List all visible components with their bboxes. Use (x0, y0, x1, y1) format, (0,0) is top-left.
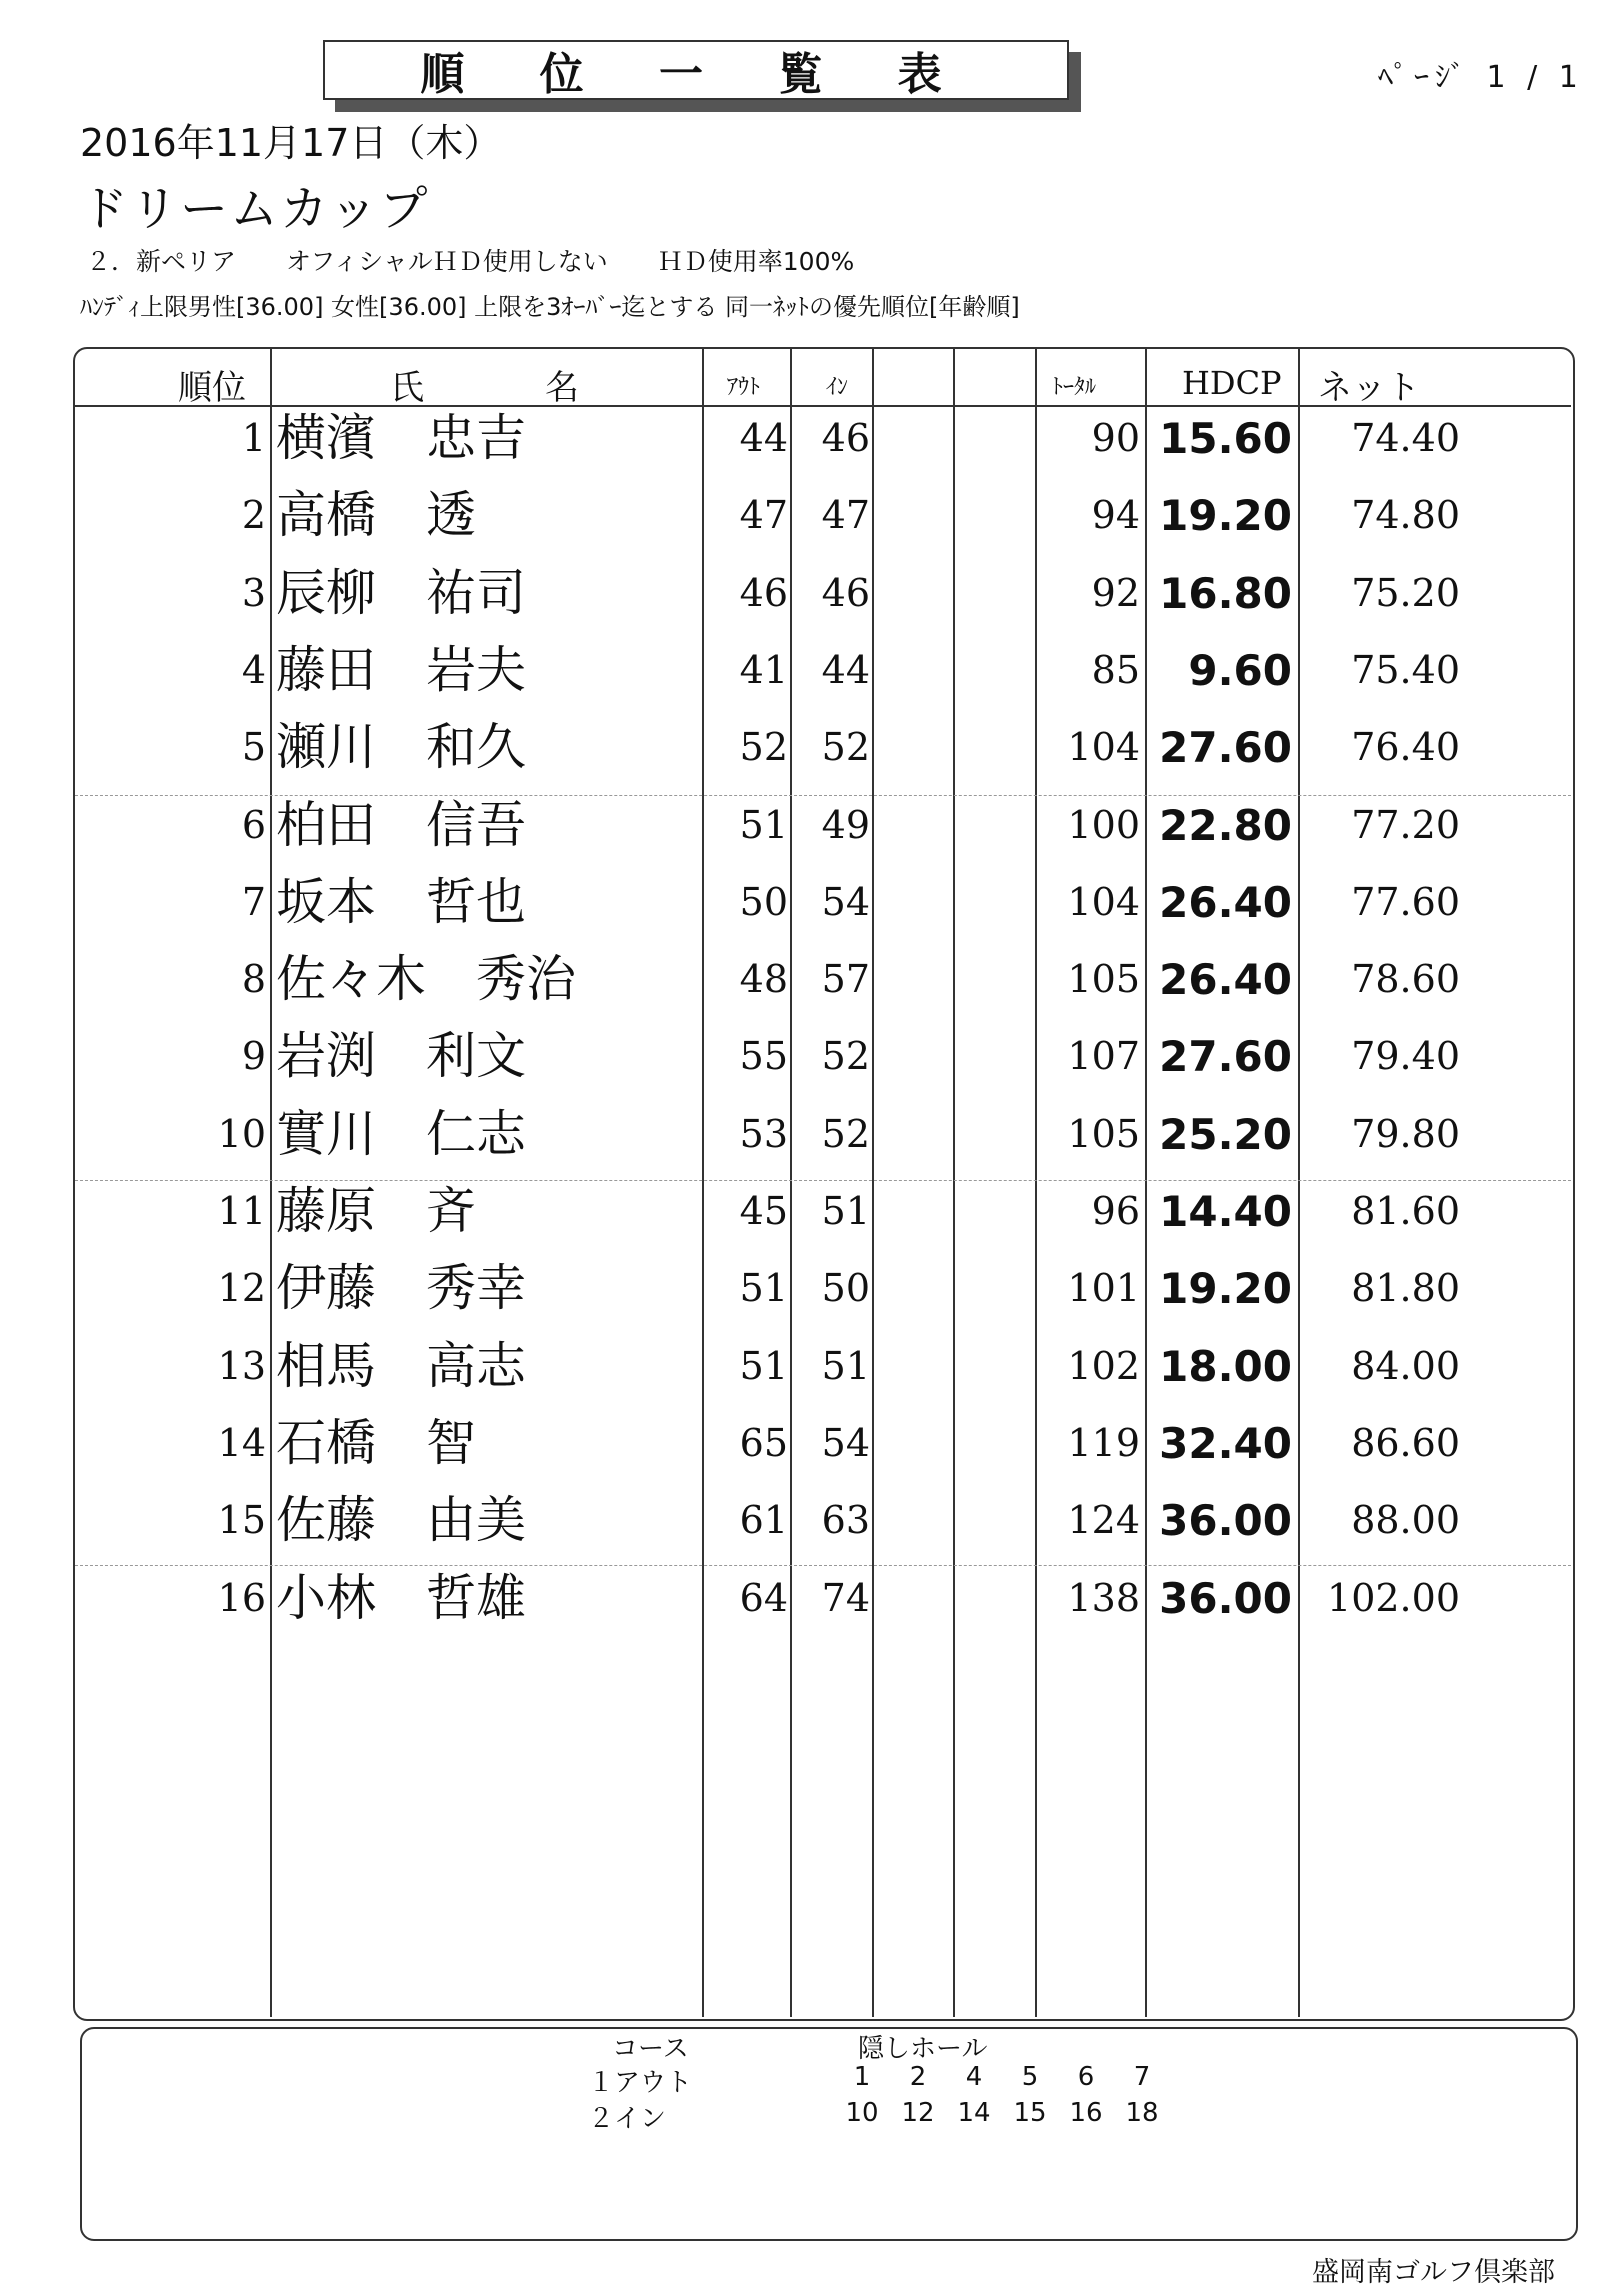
cell-in: 52 (821, 1111, 870, 1156)
cell-in: 46 (821, 416, 870, 460)
cell-hdcp: 18.00 (1159, 1341, 1292, 1391)
cell-name: 柏田 信吾 (276, 795, 526, 854)
cell-in: 54 (821, 879, 870, 924)
hidden-hole-number: 15 (1013, 2098, 1047, 2128)
cell-out: 41 (739, 647, 788, 692)
cell-net: 102.00 (1327, 1575, 1460, 1620)
table-row (0, 1250, 1608, 1327)
cell-hdcp: 19.20 (1159, 491, 1292, 541)
cell-out: 51 (739, 802, 788, 847)
cell-net: 81.60 (1351, 1189, 1460, 1233)
cell-net: 77.20 (1351, 802, 1460, 847)
cell-total: 100 (1067, 802, 1140, 847)
cell-in: 52 (821, 1034, 870, 1079)
cell-total: 138 (1067, 1575, 1140, 1620)
cell-total: 104 (1067, 725, 1140, 770)
cell-rank: 13 (217, 1343, 266, 1388)
cell-hdcp: 26.40 (1159, 955, 1292, 1005)
cell-in: 46 (821, 570, 870, 615)
scoring-info: ２．新ペリア オフィシャルＨＤ使用しない ＨＤ使用率100% (86, 247, 855, 276)
cell-rank: 12 (217, 1266, 266, 1311)
cell-total: 90 (1091, 416, 1140, 460)
cell-hdcp: 27.60 (1159, 723, 1292, 773)
cell-in: 57 (821, 957, 870, 1002)
cell-name: 高橋 透 (276, 486, 476, 545)
cell-net: 79.80 (1351, 1111, 1460, 1156)
cell-in: 47 (821, 493, 870, 538)
hidden-hole-number: 6 (1077, 2062, 1095, 2092)
col-header-out: ｱｳﾄ (727, 375, 761, 400)
table-row (0, 400, 1608, 477)
cell-total: 104 (1067, 879, 1140, 924)
cell-hdcp: 15.60 (1159, 414, 1292, 463)
cell-out: 65 (739, 1420, 788, 1465)
cell-rank: 16 (217, 1575, 266, 1620)
table-row (0, 477, 1608, 554)
cell-total: 92 (1091, 570, 1140, 615)
cell-hdcp: 19.20 (1159, 1264, 1292, 1314)
cell-out: 52 (739, 725, 788, 770)
cell-total: 96 (1091, 1189, 1140, 1233)
cell-net: 75.20 (1351, 570, 1460, 615)
club-name: 盛岡南ゴルフ倶楽部 (1312, 2257, 1555, 2288)
col-header-name-1: 氏 (390, 368, 424, 408)
col-header-total: ﾄｰﾀﾙ (1052, 375, 1097, 400)
col-header-name-2: 名 (545, 368, 579, 408)
table-row (0, 1560, 1608, 1637)
table-row (0, 864, 1608, 941)
hidden-hole-number: 14 (957, 2098, 991, 2128)
hidden-hole-number: 7 (1133, 2062, 1151, 2092)
cell-hdcp: 32.40 (1159, 1418, 1292, 1468)
cell-net: 76.40 (1351, 725, 1460, 770)
cell-name: 横濱 忠吉 (276, 409, 526, 467)
cell-out: 45 (739, 1189, 788, 1233)
cell-net: 84.00 (1351, 1343, 1460, 1388)
cell-in: 52 (821, 725, 870, 770)
table-row (0, 632, 1608, 709)
cell-total: 102 (1067, 1343, 1140, 1388)
cell-in: 44 (821, 647, 870, 692)
cell-name: 相馬 高志 (276, 1336, 526, 1395)
table-row (0, 1405, 1608, 1482)
event-date: 2016年11月17日（木） (80, 121, 502, 165)
cell-name: 藤原 斉 (276, 1182, 476, 1240)
page-number: ﾍﾟｰｼﾞ 1 / 1 (1378, 60, 1584, 95)
cell-rank: 11 (217, 1189, 266, 1233)
col-header-hdcp: HDCP (1182, 364, 1282, 402)
cell-name: 石橋 智 (276, 1413, 476, 1472)
cell-out: 64 (739, 1575, 788, 1620)
cell-total: 101 (1067, 1266, 1140, 1311)
hidden-holes-label: 隠しホール (858, 2034, 988, 2064)
cell-hdcp: 14.40 (1159, 1187, 1292, 1236)
cell-hdcp: 22.80 (1159, 800, 1292, 850)
course-in-label: ２イン (588, 2104, 667, 2134)
course-label: コース (612, 2034, 689, 2064)
cell-out: 61 (739, 1498, 788, 1543)
cell-out: 48 (739, 957, 788, 1002)
cell-rank: 5 (241, 725, 266, 770)
cell-hdcp: 36.00 (1159, 1573, 1292, 1623)
cell-net: 75.40 (1351, 647, 1460, 692)
hidden-hole-number: 18 (1125, 2098, 1159, 2128)
cell-rank: 1 (241, 416, 266, 460)
cell-total: 107 (1067, 1034, 1140, 1079)
page-title-text: 順 位 一 覧 表 (420, 49, 972, 100)
cell-rank: 7 (241, 879, 266, 924)
table-row (0, 1173, 1608, 1250)
cell-net: 78.60 (1351, 957, 1460, 1002)
cell-net: 79.40 (1351, 1034, 1460, 1079)
cell-in: 51 (821, 1343, 870, 1388)
col-header-rank: 順位 (178, 368, 246, 408)
page-title (323, 40, 1069, 100)
table-row (0, 1018, 1608, 1095)
cell-name: 瀬川 和久 (276, 718, 526, 777)
table-row (0, 555, 1608, 632)
hidden-hole-number: 12 (901, 2098, 935, 2128)
cell-out: 53 (739, 1111, 788, 1156)
cell-total: 94 (1091, 493, 1140, 538)
cell-hdcp: 26.40 (1159, 877, 1292, 927)
table-row (0, 787, 1608, 864)
handicap-rules: ﾊﾝﾃﾞｨ上限男性[36.00] 女性[36.00] 上限を3ｵｰﾊﾞｰ迄とする 同一ﾈｯﾄの優先順位[年齢順] (80, 293, 1020, 321)
cell-in: 63 (821, 1498, 870, 1543)
table-row (0, 941, 1608, 1018)
cell-name: 伊藤 秀幸 (276, 1259, 526, 1318)
table-row (0, 1482, 1608, 1559)
cell-in: 74 (821, 1575, 870, 1620)
table-row (0, 1096, 1608, 1173)
hidden-hole-number: 4 (965, 2062, 983, 2092)
event-name: ドリームカップ (80, 181, 430, 237)
cell-rank: 10 (217, 1111, 266, 1156)
cell-name: 佐藤 由美 (276, 1491, 526, 1550)
cell-in: 49 (821, 802, 870, 847)
cell-name: 實川 仁志 (276, 1104, 526, 1163)
cell-total: 105 (1067, 1111, 1140, 1156)
cell-total: 124 (1067, 1498, 1140, 1543)
cell-net: 86.60 (1351, 1420, 1460, 1465)
cell-name: 小林 哲雄 (276, 1568, 526, 1627)
cell-out: 46 (739, 570, 788, 615)
cell-hdcp: 9.60 (1188, 645, 1292, 695)
cell-net: 74.40 (1351, 416, 1460, 460)
cell-net: 88.00 (1351, 1498, 1460, 1543)
col-header-net: ネット (1318, 368, 1420, 408)
hidden-hole-number: 5 (1021, 2062, 1039, 2092)
cell-hdcp: 36.00 (1159, 1496, 1292, 1546)
cell-net: 81.80 (1351, 1266, 1460, 1311)
cell-hdcp: 25.20 (1159, 1109, 1292, 1159)
cell-rank: 3 (241, 570, 266, 615)
cell-hdcp: 27.60 (1159, 1032, 1292, 1082)
hidden-hole-number: 1 (853, 2062, 871, 2092)
cell-net: 74.80 (1351, 493, 1460, 538)
cell-out: 44 (739, 416, 788, 460)
cell-rank: 2 (241, 493, 266, 538)
cell-out: 50 (739, 879, 788, 924)
cell-rank: 6 (241, 802, 266, 847)
cell-in: 51 (821, 1189, 870, 1233)
cell-total: 119 (1067, 1420, 1140, 1465)
cell-total: 85 (1091, 647, 1140, 692)
table-row (0, 709, 1608, 786)
cell-total: 105 (1067, 957, 1140, 1002)
hidden-hole-number: 10 (845, 2098, 879, 2128)
table-row (0, 1328, 1608, 1405)
cell-out: 55 (739, 1034, 788, 1079)
cell-in: 50 (821, 1266, 870, 1311)
cell-net: 77.60 (1351, 879, 1460, 924)
cell-rank: 9 (241, 1034, 266, 1079)
hidden-holes-box (80, 2027, 1578, 2241)
cell-name: 辰柳 祐司 (276, 563, 526, 622)
cell-out: 51 (739, 1343, 788, 1388)
cell-hdcp: 16.80 (1159, 568, 1292, 618)
hidden-hole-number: 16 (1069, 2098, 1103, 2128)
cell-rank: 14 (217, 1420, 266, 1465)
cell-out: 47 (739, 493, 788, 538)
course-out-label: １アウト (588, 2068, 693, 2098)
cell-rank: 4 (241, 647, 266, 692)
cell-name: 佐々木 秀治 (276, 950, 576, 1009)
cell-rank: 8 (241, 957, 266, 1002)
cell-name: 岩渕 利文 (276, 1027, 526, 1086)
cell-name: 藤田 岩夫 (276, 640, 526, 699)
cell-out: 51 (739, 1266, 788, 1311)
col-header-in: ｲﾝ (826, 375, 849, 400)
hidden-hole-number: 2 (909, 2062, 927, 2092)
cell-name: 坂本 哲也 (276, 872, 526, 931)
cell-in: 54 (821, 1420, 870, 1465)
cell-rank: 15 (217, 1498, 266, 1543)
